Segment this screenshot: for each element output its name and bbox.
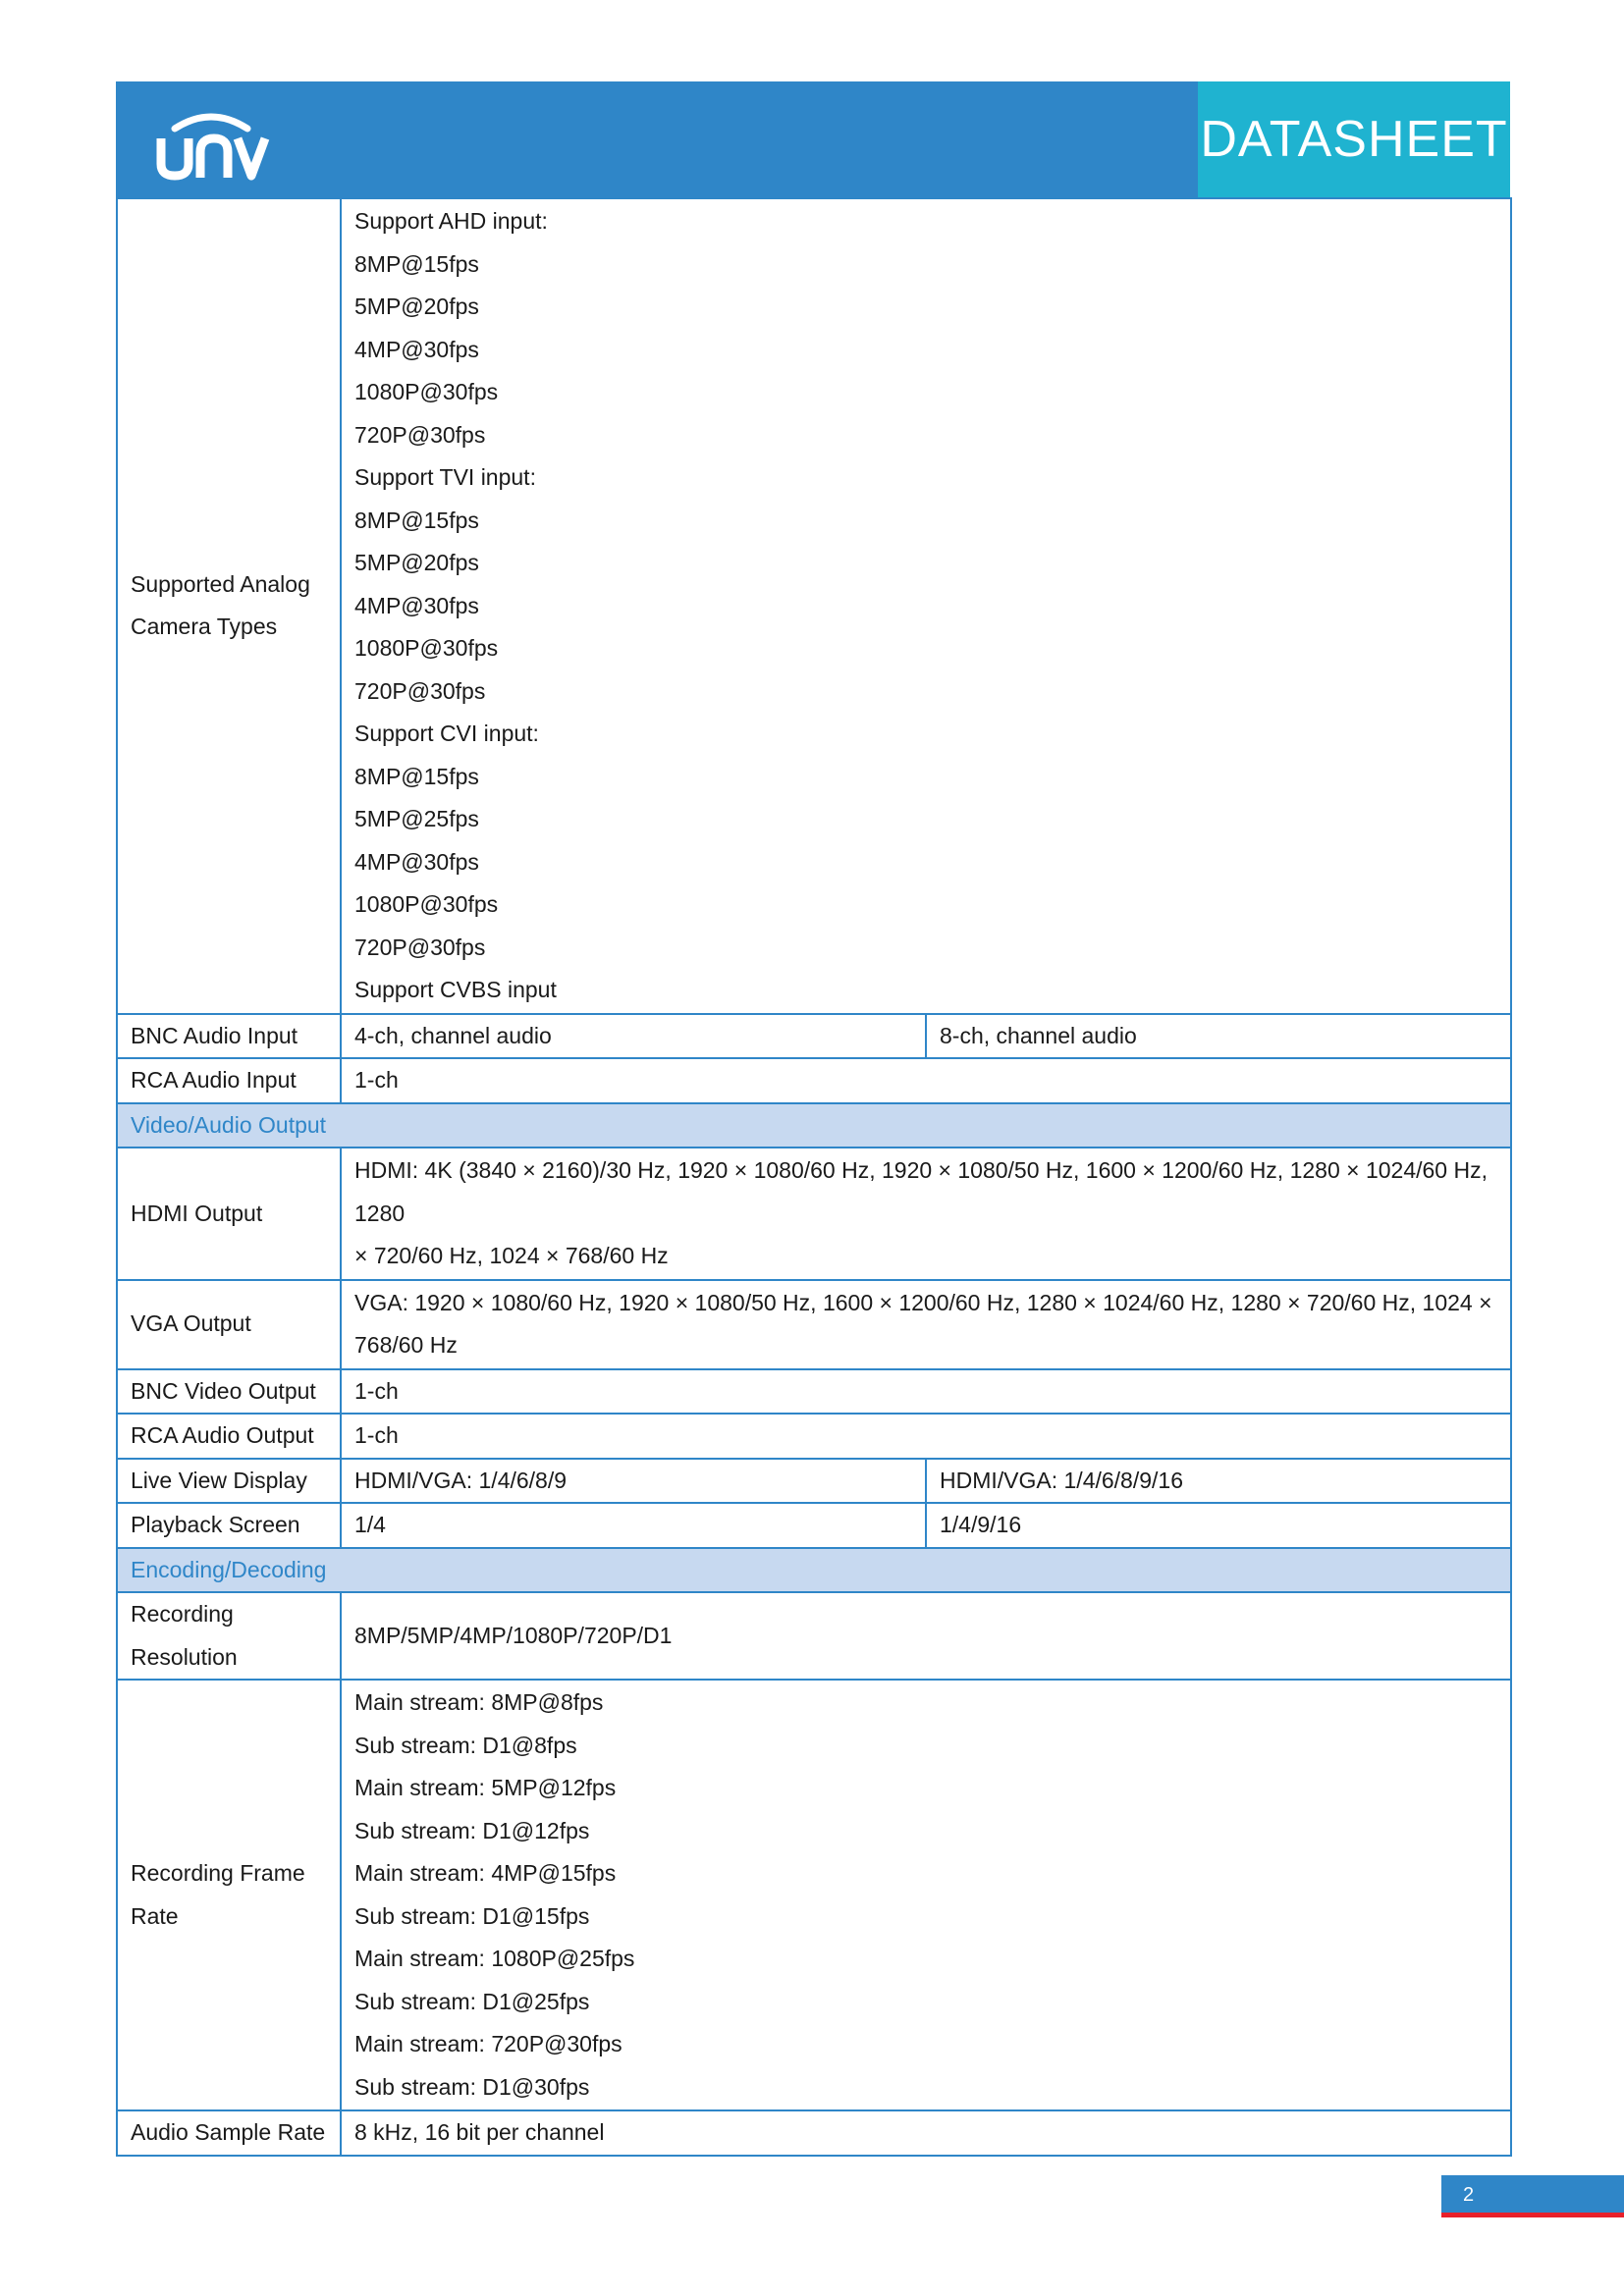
table-row	[117, 1014, 1511, 1059]
value-line: Support CVI input:	[354, 721, 539, 746]
row-value: 4-ch, channel audio	[341, 1014, 926, 1059]
value-line: 8MP@15fps	[354, 763, 479, 789]
row-value	[341, 1280, 1511, 1369]
value-line: 5MP@25fps	[354, 806, 479, 831]
value-line: × 720/60 Hz, 1024 × 768/60 Hz	[354, 1243, 669, 1268]
value-line: Sub stream: D1@25fps	[354, 1988, 590, 2014]
table-row	[117, 1148, 1511, 1280]
row-value: HDMI/VGA: 1/4/6/8/9	[341, 1459, 926, 1504]
value-line: Sub stream: D1@30fps	[354, 2073, 590, 2100]
row-label: RCA Audio Output	[117, 1414, 341, 1459]
value-line: 4MP@30fps	[354, 592, 479, 618]
row-value: 8MP/5MP/4MP/1080P/720P/D1	[341, 1592, 1511, 1680]
row-value: 1-ch	[341, 1414, 1511, 1459]
section-title: Encoding/Decoding	[117, 1548, 1511, 1593]
row-label	[117, 1680, 341, 2110]
label-line: Recording Frame	[131, 1860, 305, 1886]
row-value	[341, 198, 1511, 1014]
value-line: 1080P@30fps	[354, 891, 499, 917]
page-header	[116, 81, 1510, 197]
table-row	[117, 1414, 1511, 1459]
table-row	[117, 2110, 1511, 2156]
value-line: Support TVI input:	[354, 464, 536, 490]
row-label: Audio Sample Rate	[117, 2110, 341, 2156]
section-header	[117, 1103, 1511, 1148]
value-line: 8MP@15fps	[354, 250, 479, 277]
value-line: Sub stream: D1@12fps	[354, 1817, 590, 1843]
table-row	[117, 198, 1511, 1014]
value-line: 1080P@30fps	[354, 635, 499, 661]
row-label: BNC Video Output	[117, 1369, 341, 1415]
row-label: VGA Output	[117, 1280, 341, 1369]
section-header	[117, 1548, 1511, 1593]
row-label: Playback Screen	[117, 1503, 341, 1548]
value-line: Main stream: 4MP@15fps	[354, 1860, 617, 1886]
row-label	[117, 198, 341, 1014]
row-label: HDMI Output	[117, 1148, 341, 1280]
table-row	[117, 1280, 1511, 1369]
value-line: 720P@30fps	[354, 421, 486, 448]
value-line: 4MP@30fps	[354, 848, 479, 875]
value-line: Support AHD input:	[354, 208, 548, 234]
table-row	[117, 1459, 1511, 1504]
row-value: 1-ch	[341, 1369, 1511, 1415]
value-line: 720P@30fps	[354, 934, 486, 960]
value-line: 8MP@15fps	[354, 507, 479, 533]
row-value: HDMI/VGA: 1/4/6/8/9/16	[926, 1459, 1511, 1504]
label-line: Camera Types	[131, 614, 278, 640]
value-line: Support CVBS input	[354, 977, 557, 1002]
spec-table	[116, 197, 1512, 2157]
row-label: RCA Audio Input	[117, 1058, 341, 1103]
value-line: Sub stream: D1@15fps	[354, 1902, 590, 1929]
row-value: 1/4	[341, 1503, 926, 1548]
value-line: Main stream: 8MP@8fps	[354, 1689, 604, 1715]
table-row	[117, 1503, 1511, 1548]
label-line: Rate	[131, 1902, 179, 1929]
row-value: 1-ch	[341, 1058, 1511, 1103]
row-value	[341, 1680, 1511, 2110]
row-label: BNC Audio Input	[117, 1014, 341, 1059]
row-label: Live View Display	[117, 1459, 341, 1504]
label-line: Resolution	[131, 1643, 238, 1670]
page-number: 2	[1441, 2175, 1624, 2215]
row-label	[117, 1592, 341, 1680]
value-line: Main stream: 5MP@12fps	[354, 1775, 617, 1800]
value-line: Sub stream: D1@8fps	[354, 1732, 577, 1758]
table-row	[117, 1369, 1511, 1415]
table-row	[117, 1680, 1511, 2110]
table-row	[117, 1592, 1511, 1680]
value-line: VGA: 1920 × 1080/60 Hz, 1920 × 1080/50 Hz, 1600 × 1200/60 Hz, 1280 × 1024/60 Hz, 1280 × 720/60 Hz, 1024 ×	[354, 1289, 1492, 1315]
value-line: Main stream: 720P@30fps	[354, 2031, 623, 2056]
value-line: Main stream: 1080P@25fps	[354, 1946, 635, 1971]
value-line: 720P@30fps	[354, 677, 486, 704]
row-value: 8 kHz, 16 bit per channel	[341, 2110, 1511, 2156]
value-line: 768/60 Hz	[354, 1332, 458, 1358]
row-value: 8-ch, channel audio	[926, 1014, 1511, 1059]
value-line: 5MP@20fps	[354, 294, 479, 319]
value-line: 1080P@30fps	[354, 379, 499, 404]
value-line: HDMI: 4K (3840 × 2160)/30 Hz, 1920 × 1080/60 Hz, 1920 × 1080/50 Hz, 1600 × 1200/60 Hz, 1280 × 1024/60 Hz, 1280	[354, 1157, 1488, 1226]
unv-logo	[137, 99, 285, 187]
value-line: 4MP@30fps	[354, 336, 479, 362]
datasheet-badge: DATASHEET	[1198, 81, 1510, 197]
row-value	[341, 1148, 1511, 1280]
page-number-accent	[1441, 2213, 1624, 2217]
value-line: 5MP@20fps	[354, 550, 479, 575]
table-row	[117, 1058, 1511, 1103]
label-line: Supported Analog	[131, 570, 310, 597]
label-line: Recording	[131, 1601, 234, 1627]
row-value: 1/4/9/16	[926, 1503, 1511, 1548]
section-title: Video/Audio Output	[117, 1103, 1511, 1148]
